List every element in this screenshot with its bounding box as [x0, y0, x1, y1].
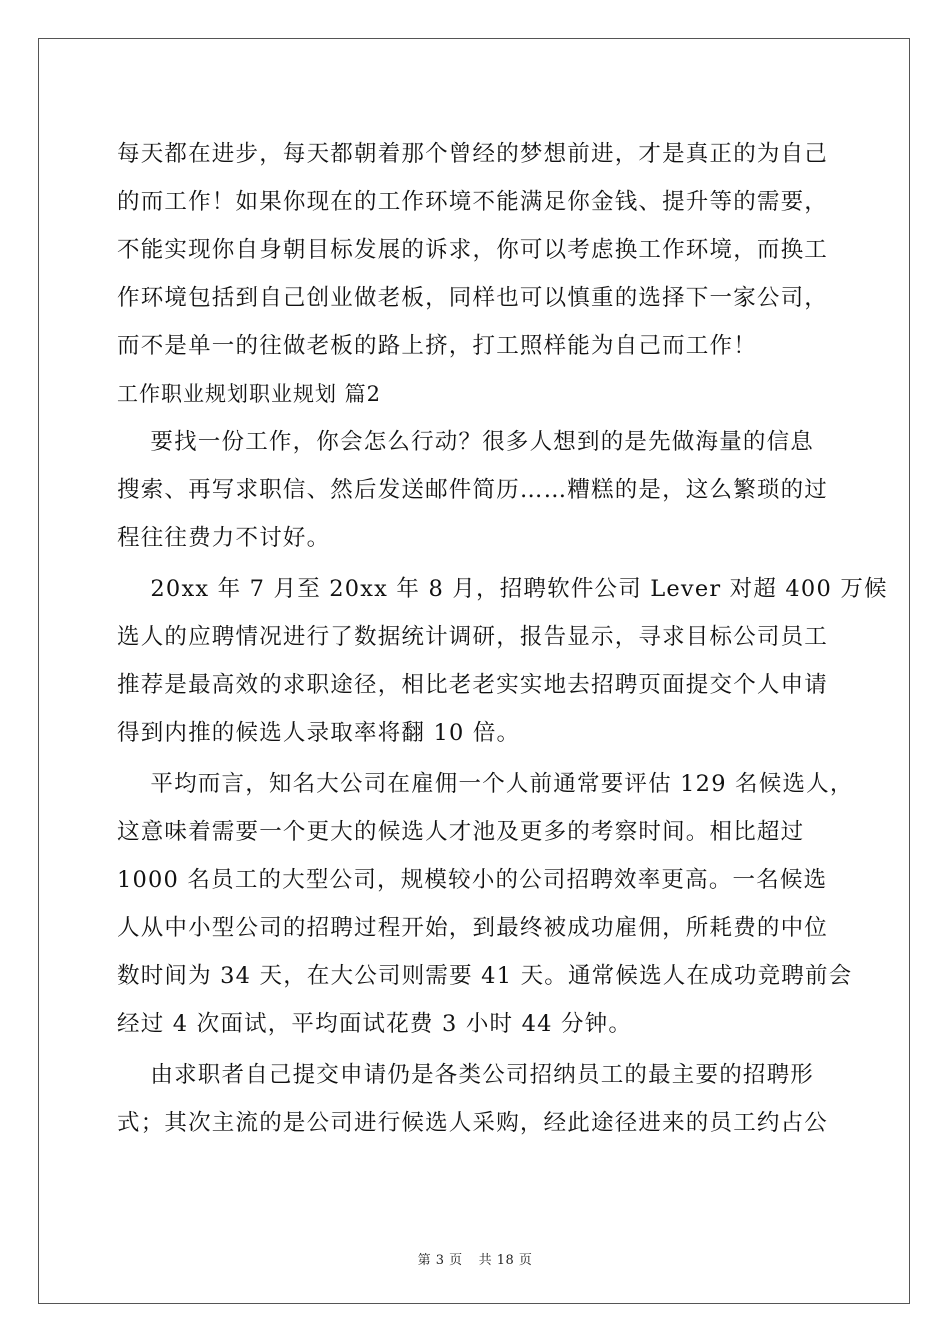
page-number: 第 3 页: [417, 1253, 463, 1268]
text-line: 人从中小型公司的招聘过程开始，到最终被成功雇佣，所耗费的中位: [117, 915, 829, 941]
text-line: 得到内推的候选人录取率将翻 10 倍。: [117, 720, 521, 746]
text-line: 这意味着需要一个更大的候选人才池及更多的考察时间。相比超过: [117, 819, 805, 845]
text-line: 经过 4 次面试，平均面试花费 3 小时 44 分钟。: [117, 1011, 633, 1037]
text-line: 数时间为 34 天，在大公司则需要 41 天。通常候选人在成功竞聘前会: [117, 963, 853, 989]
text-line: 每天都在进步，每天都朝着那个曾经的梦想前进，才是真正的为自己: [117, 141, 829, 167]
text-line: 选人的应聘情况进行了数据统计调研，报告显示，寻求目标公司员工: [117, 624, 829, 650]
section-heading: 工作职业规划职业规划 篇2: [117, 382, 382, 406]
text-line: 程往往费力不讨好。: [117, 525, 331, 551]
text-line: 式；其次主流的是公司进行候选人采购，经此途径进来的员工约占公: [117, 1110, 829, 1136]
text-line: 推荐是最高效的求职途径，相比老老实实地去招聘页面提交个人申请: [117, 672, 829, 698]
text-line: 由求职者自己提交申请仍是各类公司招纳员工的最主要的招聘形: [117, 1062, 815, 1088]
text-line: 而不是单一的往做老板的路上挤，打工照样能为自己而工作！: [117, 333, 757, 359]
page-total: 共 18 页: [478, 1253, 533, 1268]
text-line: 1000 名员工的大型公司，规模较小的公司招聘效率更高。一名候选: [117, 867, 828, 893]
page-footer: [0, 1249, 950, 1268]
text-line: 的而工作！如果你现在的工作环境不能满足你金钱、提升等的需要，: [117, 189, 829, 215]
text-line: 20xx 年 7 月至 20xx 年 8 月，招聘软件公司 Lever 对超 400 万候: [117, 576, 888, 602]
text-line: 不能实现你自身朝目标发展的诉求，你可以考虑换工作环境，而换工: [117, 237, 829, 263]
text-line: 搜索、再写求职信、然后发送邮件简历……糟糕的是，这么繁琐的过: [117, 477, 829, 503]
text-line: 要找一份工作，你会怎么行动？很多人想到的是先做海量的信息: [117, 429, 815, 455]
document-body: [117, 130, 888, 1147]
text-line: 作环境包括到自己创业做老板，同样也可以慎重的选择下一家公司，: [117, 285, 829, 311]
text-line: 平均而言，知名大公司在雇佣一个人前通常要评估 129 名候选人，: [117, 771, 854, 797]
